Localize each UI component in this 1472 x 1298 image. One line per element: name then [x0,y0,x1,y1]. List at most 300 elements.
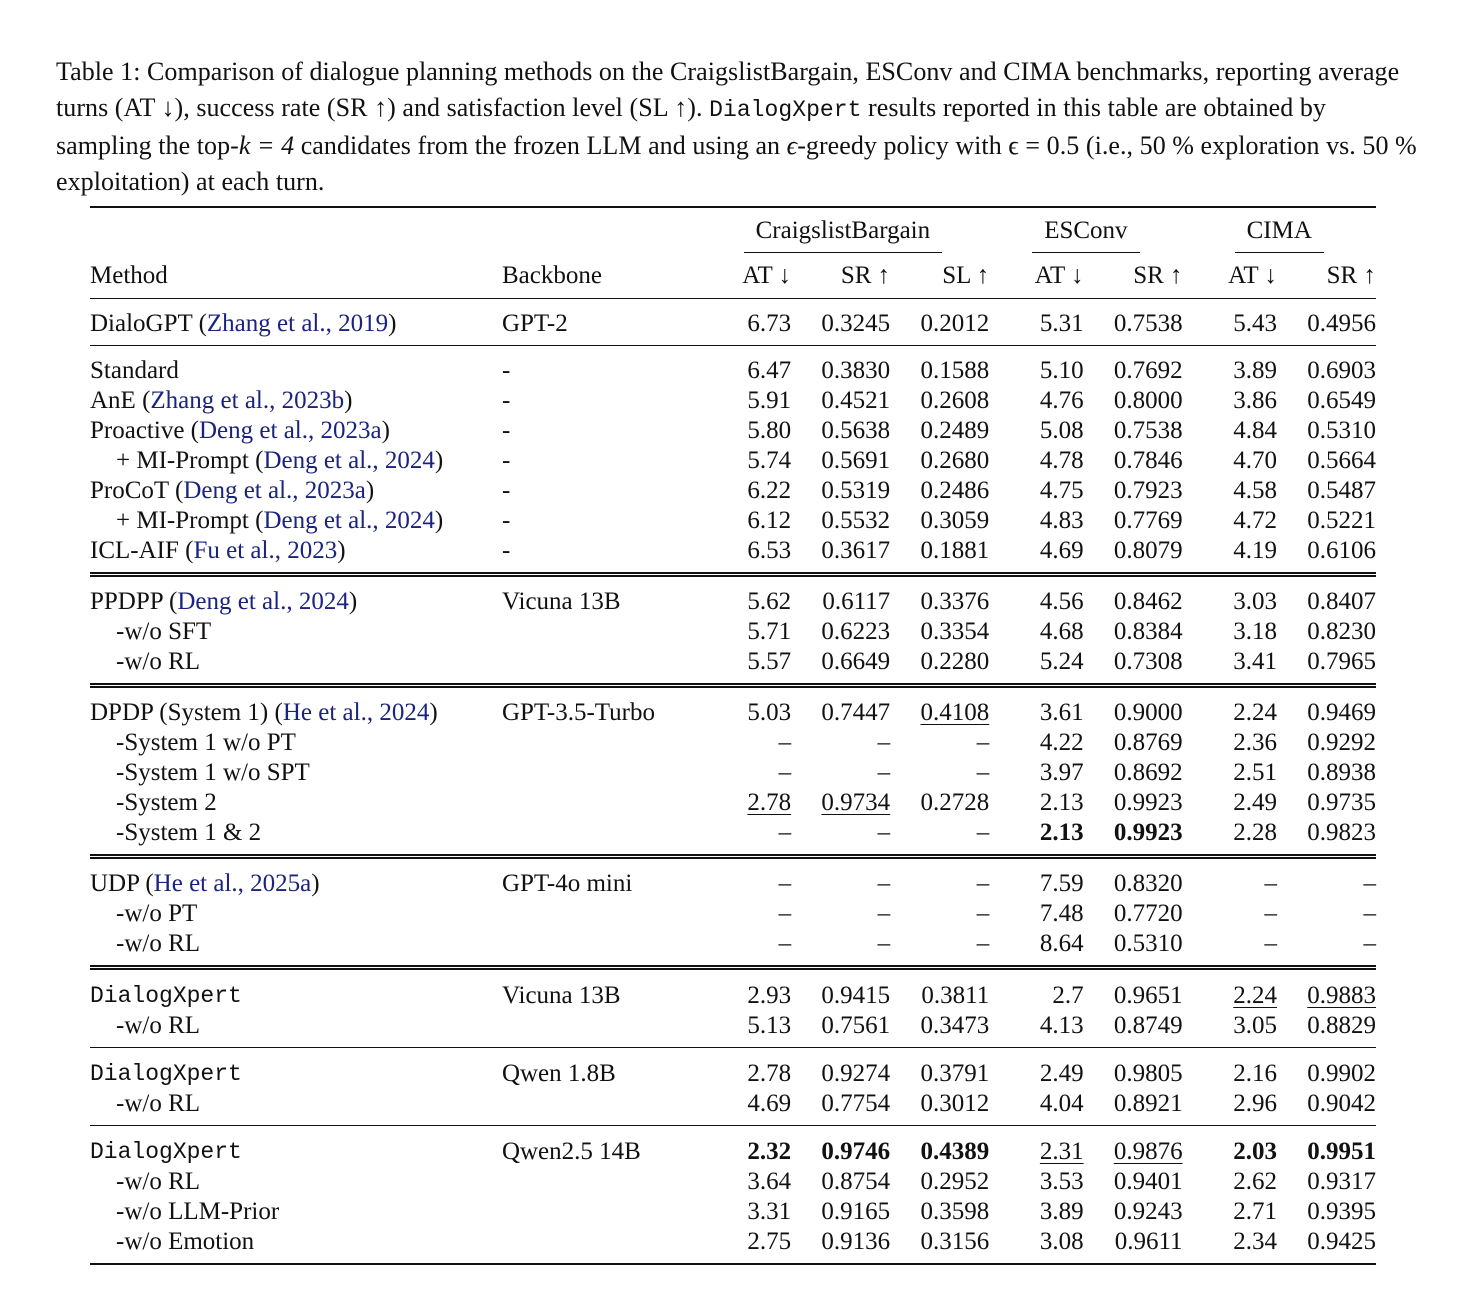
value-cell [697,1089,792,1126]
method-name: -w/o RL [116,1090,201,1117]
value-cell [890,386,989,416]
value-cell [791,346,890,387]
value-text: 6.47 [747,357,792,384]
value-text: 4.19 [1233,537,1277,564]
value-text: 2.62 [1233,1168,1277,1195]
method-name: -System 1 & 2 [116,819,262,846]
value-cell [989,506,1083,536]
value-cell [1277,1227,1376,1264]
value-text: 0.4389 [920,1137,990,1165]
value-text: – [778,930,792,957]
value-text: 0.9425 [1307,1228,1376,1255]
value-text: 0.9883 [1307,981,1376,1009]
value-text: 6.22 [747,477,792,504]
value-cell [890,1227,989,1264]
value-cell [890,446,989,476]
backbone-cell: Qwen 1.8B [502,1048,697,1090]
value-text: 0.4956 [1307,310,1376,337]
caption-k-equation: k = 4 [238,131,295,160]
value-cell [890,575,989,618]
value-text: 0.6106 [1307,537,1376,564]
value-cell [791,857,890,900]
value-cell [989,386,1083,416]
value-cell [1183,1048,1277,1090]
value-text: 4.78 [1039,447,1084,474]
value-text: – [976,900,990,927]
value-cell [989,929,1083,968]
value-cell [890,899,989,929]
value-cell [1084,647,1183,686]
value-text: 2.75 [747,1228,792,1255]
value-cell [1084,899,1183,929]
value-text: – [976,729,990,756]
value-text: 0.3245 [821,310,891,337]
value-cell [1183,968,1277,1012]
value-cell [890,1126,989,1168]
value-cell [791,506,890,536]
method-name: -w/o Emotion [116,1228,255,1255]
column-header-metric: SR ↑ [1133,262,1183,289]
value-cell [791,1048,890,1090]
value-text: 4.76 [1039,387,1084,414]
value-text: 2.13 [1039,819,1084,846]
table-row [90,1167,1376,1197]
value-text: 0.2012 [920,310,990,337]
value-cell [1084,929,1183,968]
value-cell [1084,1048,1183,1090]
table-row [90,575,1376,618]
value-cell [1084,857,1183,900]
table-row [90,506,1376,536]
value-cell [697,476,792,506]
backbone-cell: - [501,537,511,564]
value-cell [1183,346,1277,387]
method-cell [90,1227,502,1264]
value-text: 4.70 [1233,447,1277,474]
value-text: – [877,930,891,957]
value-text: 0.9876 [1113,1137,1183,1165]
value-cell [1277,1011,1376,1048]
value-text: 0.6549 [1307,387,1376,414]
backbone-cell: GPT-4o mini [502,857,697,900]
value-cell [1183,857,1277,900]
value-cell [697,1197,792,1227]
value-text: 0.8754 [821,1168,891,1195]
value-cell [989,346,1083,387]
value-cell [697,1126,792,1168]
method-cell: UDP (He et al., 2025a) [90,857,502,900]
value-text: 0.3012 [920,1090,990,1117]
value-text: 0.9274 [821,1059,891,1087]
value-text: 0.2608 [920,387,990,414]
value-cell [791,1167,890,1197]
value-cell [697,506,792,536]
value-cell [1277,1048,1376,1090]
value-cell [989,1048,1083,1090]
value-text: – [1264,870,1277,897]
table-row [90,788,1376,818]
value-text: 3.89 [1233,357,1277,384]
table-row [90,416,1376,446]
value-text: 0.7965 [1307,648,1376,675]
value-cell [1183,1167,1277,1197]
value-text: 0.6903 [1307,357,1376,384]
value-text: 0.7846 [1113,447,1183,474]
column-header-method: Method [90,262,168,289]
value-text: 7.48 [1039,900,1084,927]
caption-epsilon: ϵ [786,131,798,160]
value-text: 0.9805 [1113,1059,1183,1087]
value-cell [791,575,890,618]
value-cell [890,506,989,536]
value-cell [791,647,890,686]
table-row [90,899,1376,929]
table-row [90,728,1376,758]
table-caption [56,54,1428,200]
value-cell [1183,1126,1277,1168]
column-header-metric: SR ↑ [1326,262,1376,289]
value-text: 2.28 [1233,819,1277,846]
citation-link[interactable]: Deng et al., 2024 [263,447,435,474]
value-text: 4.68 [1039,618,1084,645]
value-text: 0.9243 [1113,1198,1183,1225]
value-text: – [778,759,792,786]
method-name: -System 1 w/o SPT [116,759,310,786]
method-cell [90,346,502,387]
citation-link[interactable]: Deng et al., 2023a [183,477,366,504]
value-cell [791,386,890,416]
value-cell [1277,968,1376,1012]
method-name: AnE [90,387,143,414]
value-text: 0.2728 [920,789,990,816]
table-row [90,617,1376,647]
method-name: -w/o SFT [116,618,212,645]
value-text: – [1264,900,1277,927]
value-cell [791,536,890,575]
value-cell [890,857,989,900]
value-text: 0.7538 [1113,310,1183,337]
value-cell [989,818,1083,857]
table-row [90,929,1376,968]
backbone-cell: - [501,477,511,504]
value-cell [697,575,792,618]
value-text: 2.32 [747,1137,792,1165]
value-cell [697,686,792,729]
value-text: – [877,819,891,846]
value-cell [989,899,1083,929]
caption-text-2: results reported in this table are obtained by sampling the top- [56,93,1326,160]
value-text: 5.24 [1039,648,1084,675]
method-cell: + MI-Prompt (Deng et al., 2024) [116,447,444,474]
value-text: 0.9746 [821,1137,891,1165]
value-text: 2.78 [747,789,792,816]
value-text: 4.75 [1039,477,1084,504]
method-cell: + MI-Prompt (Deng et al., 2024) [116,507,444,534]
value-text: 0.8769 [1113,729,1183,756]
value-text: 6.12 [747,507,792,534]
value-text: 5.74 [747,447,792,474]
value-text: 2.78 [747,1059,792,1087]
value-cell [890,1197,989,1227]
value-text: 3.31 [747,1198,792,1225]
value-text: 0.2489 [920,417,990,444]
backbone-cell: - [501,447,511,474]
backbone-cell: Vicuna 13B [502,968,697,1012]
table-section [90,346,1376,575]
value-text: 0.2680 [920,447,990,474]
value-text: 0.5487 [1307,477,1376,504]
method-cell [90,647,502,686]
value-text: 0.6117 [822,588,891,615]
value-cell [1183,536,1277,575]
backbone-cell [502,1227,697,1264]
value-text: 5.43 [1233,310,1277,337]
citation-link[interactable]: Zhang et al., 2023b [150,387,345,414]
value-text: 0.3376 [920,588,990,615]
value-text: 0.9951 [1307,1137,1376,1165]
value-cell [697,299,792,346]
value-cell [989,758,1083,788]
backbone-cell [502,758,697,788]
value-text: 0.9401 [1113,1168,1183,1195]
backbone-cell [502,899,697,929]
value-text: – [976,759,990,786]
method-cell: ICL-AIF (Fu et al., 2023) [90,537,346,564]
value-cell [1084,758,1183,788]
value-cell [989,686,1083,729]
citation-link[interactable]: Deng et al., 2023a [199,417,382,444]
backbone-cell [502,1089,697,1126]
value-cell [890,346,989,387]
table-section [90,686,1376,857]
method-cell [90,1048,502,1090]
value-cell [1277,899,1376,929]
citation-link[interactable]: Deng et al., 2024 [177,588,349,615]
value-text: 2.24 [1233,699,1277,726]
value-text: – [877,900,891,927]
value-cell [890,728,989,758]
value-text: 0.8692 [1113,759,1183,786]
value-text: 0.7754 [821,1090,891,1117]
value-text: 0.9042 [1307,1090,1376,1117]
table-section [90,1126,1376,1265]
value-cell [1183,476,1277,506]
backbone-cell: - [501,507,511,534]
value-text: 4.04 [1039,1090,1084,1117]
table-row [90,536,1376,575]
table-row [90,1011,1376,1048]
method-cell: Proactive (Deng et al., 2023a) [90,417,390,444]
value-text: – [877,729,891,756]
results-table [90,206,1376,1265]
value-cell [890,929,989,968]
value-cell [1277,647,1376,686]
value-text: 0.7769 [1113,507,1183,534]
value-cell [989,788,1083,818]
value-text: 0.5691 [821,447,891,474]
value-cell [989,968,1083,1012]
value-cell [697,536,792,575]
backbone-cell [502,1197,697,1227]
value-text: 0.7561 [821,1012,891,1039]
value-text: 0.2952 [920,1168,990,1195]
value-text: 0.3791 [920,1059,990,1087]
value-text: 0.9734 [821,789,891,816]
value-text: 0.8462 [1113,588,1183,615]
backbone-cell [502,617,697,647]
value-text: – [976,930,990,957]
value-cell [890,1167,989,1197]
table-row [90,1048,1376,1090]
value-cell [697,929,792,968]
value-cell [1277,536,1376,575]
value-text: 0.7720 [1113,900,1183,927]
value-cell [989,647,1083,686]
value-cell [697,446,792,476]
value-cell [791,476,890,506]
value-cell [1183,617,1277,647]
citation-link[interactable]: Zhang et al., 2019 [206,310,389,337]
value-cell [989,1167,1083,1197]
value-cell [890,299,989,346]
value-text: 2.51 [1233,759,1277,786]
value-cell [791,968,890,1012]
value-cell [1277,1167,1376,1197]
value-cell [791,617,890,647]
value-text: – [877,759,891,786]
citation-link[interactable]: He et al., 2024 [282,699,430,726]
backbone-cell [502,647,697,686]
method-name: DialogXpert [90,1061,242,1087]
value-text: 5.31 [1039,310,1084,337]
value-cell [1277,416,1376,446]
value-cell [1183,386,1277,416]
group-header-craigslistbargain: CraigslistBargain [697,207,990,254]
method-name: ProCoT [90,477,175,504]
value-text: 0.5664 [1307,447,1376,474]
value-text: 0.9651 [1113,981,1183,1009]
method-cell [90,617,502,647]
value-text: 5.62 [747,588,792,615]
value-text: 3.86 [1233,387,1277,414]
method-cell [90,1011,502,1048]
value-text: 0.9415 [821,981,891,1009]
method-name: -w/o RL [116,1012,201,1039]
value-cell [1183,575,1277,618]
value-text: 5.71 [747,618,792,645]
value-cell [1183,818,1277,857]
value-text: 2.31 [1039,1137,1084,1165]
value-text: 4.83 [1039,507,1084,534]
value-text: 0.6649 [821,648,891,675]
value-cell [1183,1089,1277,1126]
value-cell [1084,299,1183,346]
value-text: 0.8230 [1307,618,1376,645]
value-cell [697,857,792,900]
backbone-cell [502,1011,697,1048]
value-text: 0.9317 [1307,1168,1376,1195]
table-row [90,686,1376,729]
value-cell [1277,758,1376,788]
backbone-cell: - [502,346,697,387]
value-cell [791,1227,890,1264]
backbone-cell [502,929,697,968]
value-text: 0.3617 [821,537,891,564]
method-name: Standard [90,357,179,384]
citation-link[interactable]: Deng et al., 2024 [263,507,435,534]
value-text: 5.13 [747,1012,792,1039]
value-cell [1277,857,1376,900]
value-text: 0.9611 [1114,1228,1183,1255]
value-text: 0.3156 [920,1228,990,1255]
value-cell [791,899,890,929]
method-cell [90,1089,502,1126]
value-text: 0.1881 [920,537,990,564]
value-text: 4.13 [1039,1012,1084,1039]
backbone-cell: Vicuna 13B [502,575,697,618]
value-text: 0.5221 [1307,507,1376,534]
table-row [90,818,1376,857]
citation-link[interactable]: He et al., 2025a [153,870,312,897]
value-text: 0.7538 [1113,417,1183,444]
value-text: 2.24 [1233,981,1277,1009]
method-cell: DialoGPT (Zhang et al., 2019) [90,299,502,346]
value-cell [890,647,989,686]
method-cell [90,968,502,1012]
value-text: 0.4108 [920,699,990,726]
value-text: 2.7 [1052,981,1084,1009]
table-section [90,575,1376,686]
value-text: 0.9469 [1307,699,1376,726]
value-cell [1277,446,1376,476]
value-cell [890,758,989,788]
column-header-metric: SL ↑ [942,262,990,289]
table-row [90,386,1376,416]
value-cell [989,575,1083,618]
header-spacer [502,207,697,254]
value-text: 0.9165 [821,1198,891,1225]
method-name: -w/o RL [116,648,201,675]
value-cell [890,788,989,818]
value-text: 6.73 [747,310,792,337]
value-text: 4.72 [1233,507,1277,534]
value-cell [1183,299,1277,346]
value-cell [1183,506,1277,536]
value-cell [697,416,792,446]
value-cell [1183,728,1277,758]
method-cell [90,818,502,857]
value-text: – [976,870,990,897]
method-cell [90,929,502,968]
value-text: 3.89 [1039,1198,1084,1225]
value-text: 0.3598 [920,1198,990,1225]
column-header-backbone: Backbone [501,262,602,289]
value-text: 0.9000 [1113,699,1183,726]
value-cell [890,818,989,857]
value-cell [989,536,1083,575]
value-text: 0.3059 [920,507,990,534]
value-cell [697,788,792,818]
value-text: 0.3473 [920,1012,990,1039]
value-cell [890,617,989,647]
citation-link[interactable]: Fu et al., 2023 [193,537,338,564]
value-text: 0.6223 [821,618,891,645]
method-name: DialogXpert [90,1139,242,1165]
value-cell [1277,1126,1376,1168]
value-text: – [778,729,792,756]
value-cell [989,617,1083,647]
value-cell [890,536,989,575]
